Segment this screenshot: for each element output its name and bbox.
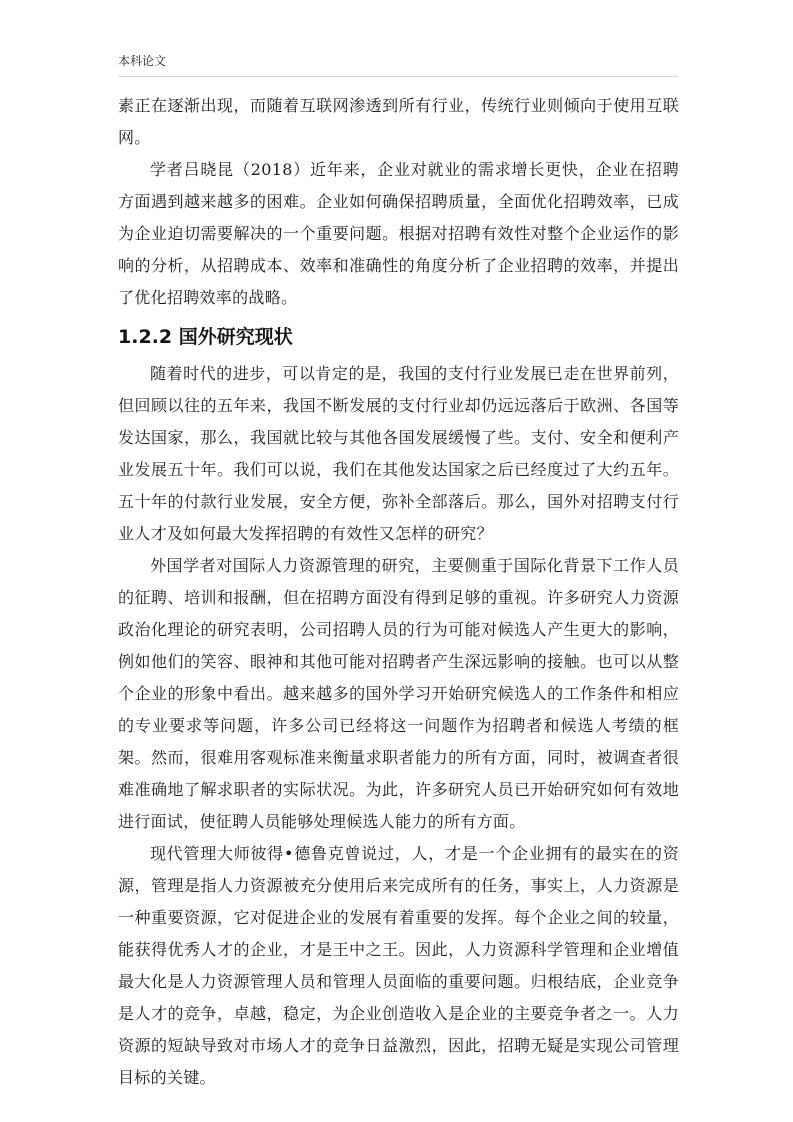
paragraph-drucker: 现代管理大师彼得•德鲁克曾说过，人，才是一个企业拥有的最实在的资源，管理是指人力资源被充分使用后来完成所有的任务，事实上，人力资源是一种重要资源，它对促进企业的发展有着重要的发挥。每个企业之间的较量，能获得优秀人才的企业，才是王中之王。因此，人力资源科学管理和企业增值最大化是人力资源管理人员和管理人员面临的重要问题。归根结底，企业竞争是人才的竞争，卓越，稳定，为企业创造收入是企业的主要竞争者之一。人力资源的短缺导致对市场人才的竞争日益激烈，因此，招聘无疑是实现公司管理目标的关键。	[118, 844, 679, 1087]
section-heading-foreign-research: 1.2.2 国外研究现状	[118, 326, 293, 348]
paragraph-payment-industry: 随着时代的进步，可以肯定的是，我国的支付行业发展已走在世界前列，但回顾以往的五年来，我国不断发展的支付行业却仍远远落后于欧洲、各国等发达国家，那么，我国就比较与其他各国发展缓慢了些。支付、安全和便利产业发展五十年。我们可以说，我们在其他发达国家之后已经度过了大约五年。五十年的付款行业发展，安全方便，弥补全部落后。那么，国外对招聘支付行业人才及如何最大发挥招聘的有效性又怎样的研究？	[118, 364, 679, 543]
paragraph-foreign-scholars: 外国学者对国际人力资源管理的研究，主要侧重于国际化背景下工作人员的征聘、培训和报酬，但在招聘方面没有得到足够的重视。许多研究人力资源政治化理论的研究表明，公司招聘人员的行为可能对候选人产生更大的影响，例如他们的笑容、眼神和其他可能对招聘者产生深远影响的接触。也可以从整个企业的形象中看出。越来越多的国外学习开始研究候选人的工作条件和相应的专业要求等问题，许多公司已经将这一问题作为招聘者和候选人考绩的框架。然而，很难用客观标准来衡量求职者能力的所有方面，同时，被调查者很难准确地了解求职者的实际状况。为此，许多研究人员已开始研究如何有效地进行面试，使征聘人员能够处理候选人能力的所有方面。	[118, 556, 679, 831]
paragraph-domestic-research: 学者吕晓昆（2018）近年来，企业对就业的需求增长更快，企业在招聘方面遇到越来越多的困难。企业如何确保招聘质量，全面优化招聘效率，已成为企业迫切需要解决的一个重要问题。根据对招聘有效性对整个企业运作的影响的分析，从招聘成本、效率和准确性的角度分析了企业招聘的效率，并提出了优化招聘效率的战略。	[118, 160, 679, 307]
document-body	[118, 90, 679, 1094]
paragraph-continuation: 素正在逐渐出现，而随着互联网渗透到所有行业，传统行业则倾向于使用互联网。	[118, 96, 679, 147]
header-divider	[118, 76, 678, 77]
running-header: 本科论文	[118, 54, 167, 68]
